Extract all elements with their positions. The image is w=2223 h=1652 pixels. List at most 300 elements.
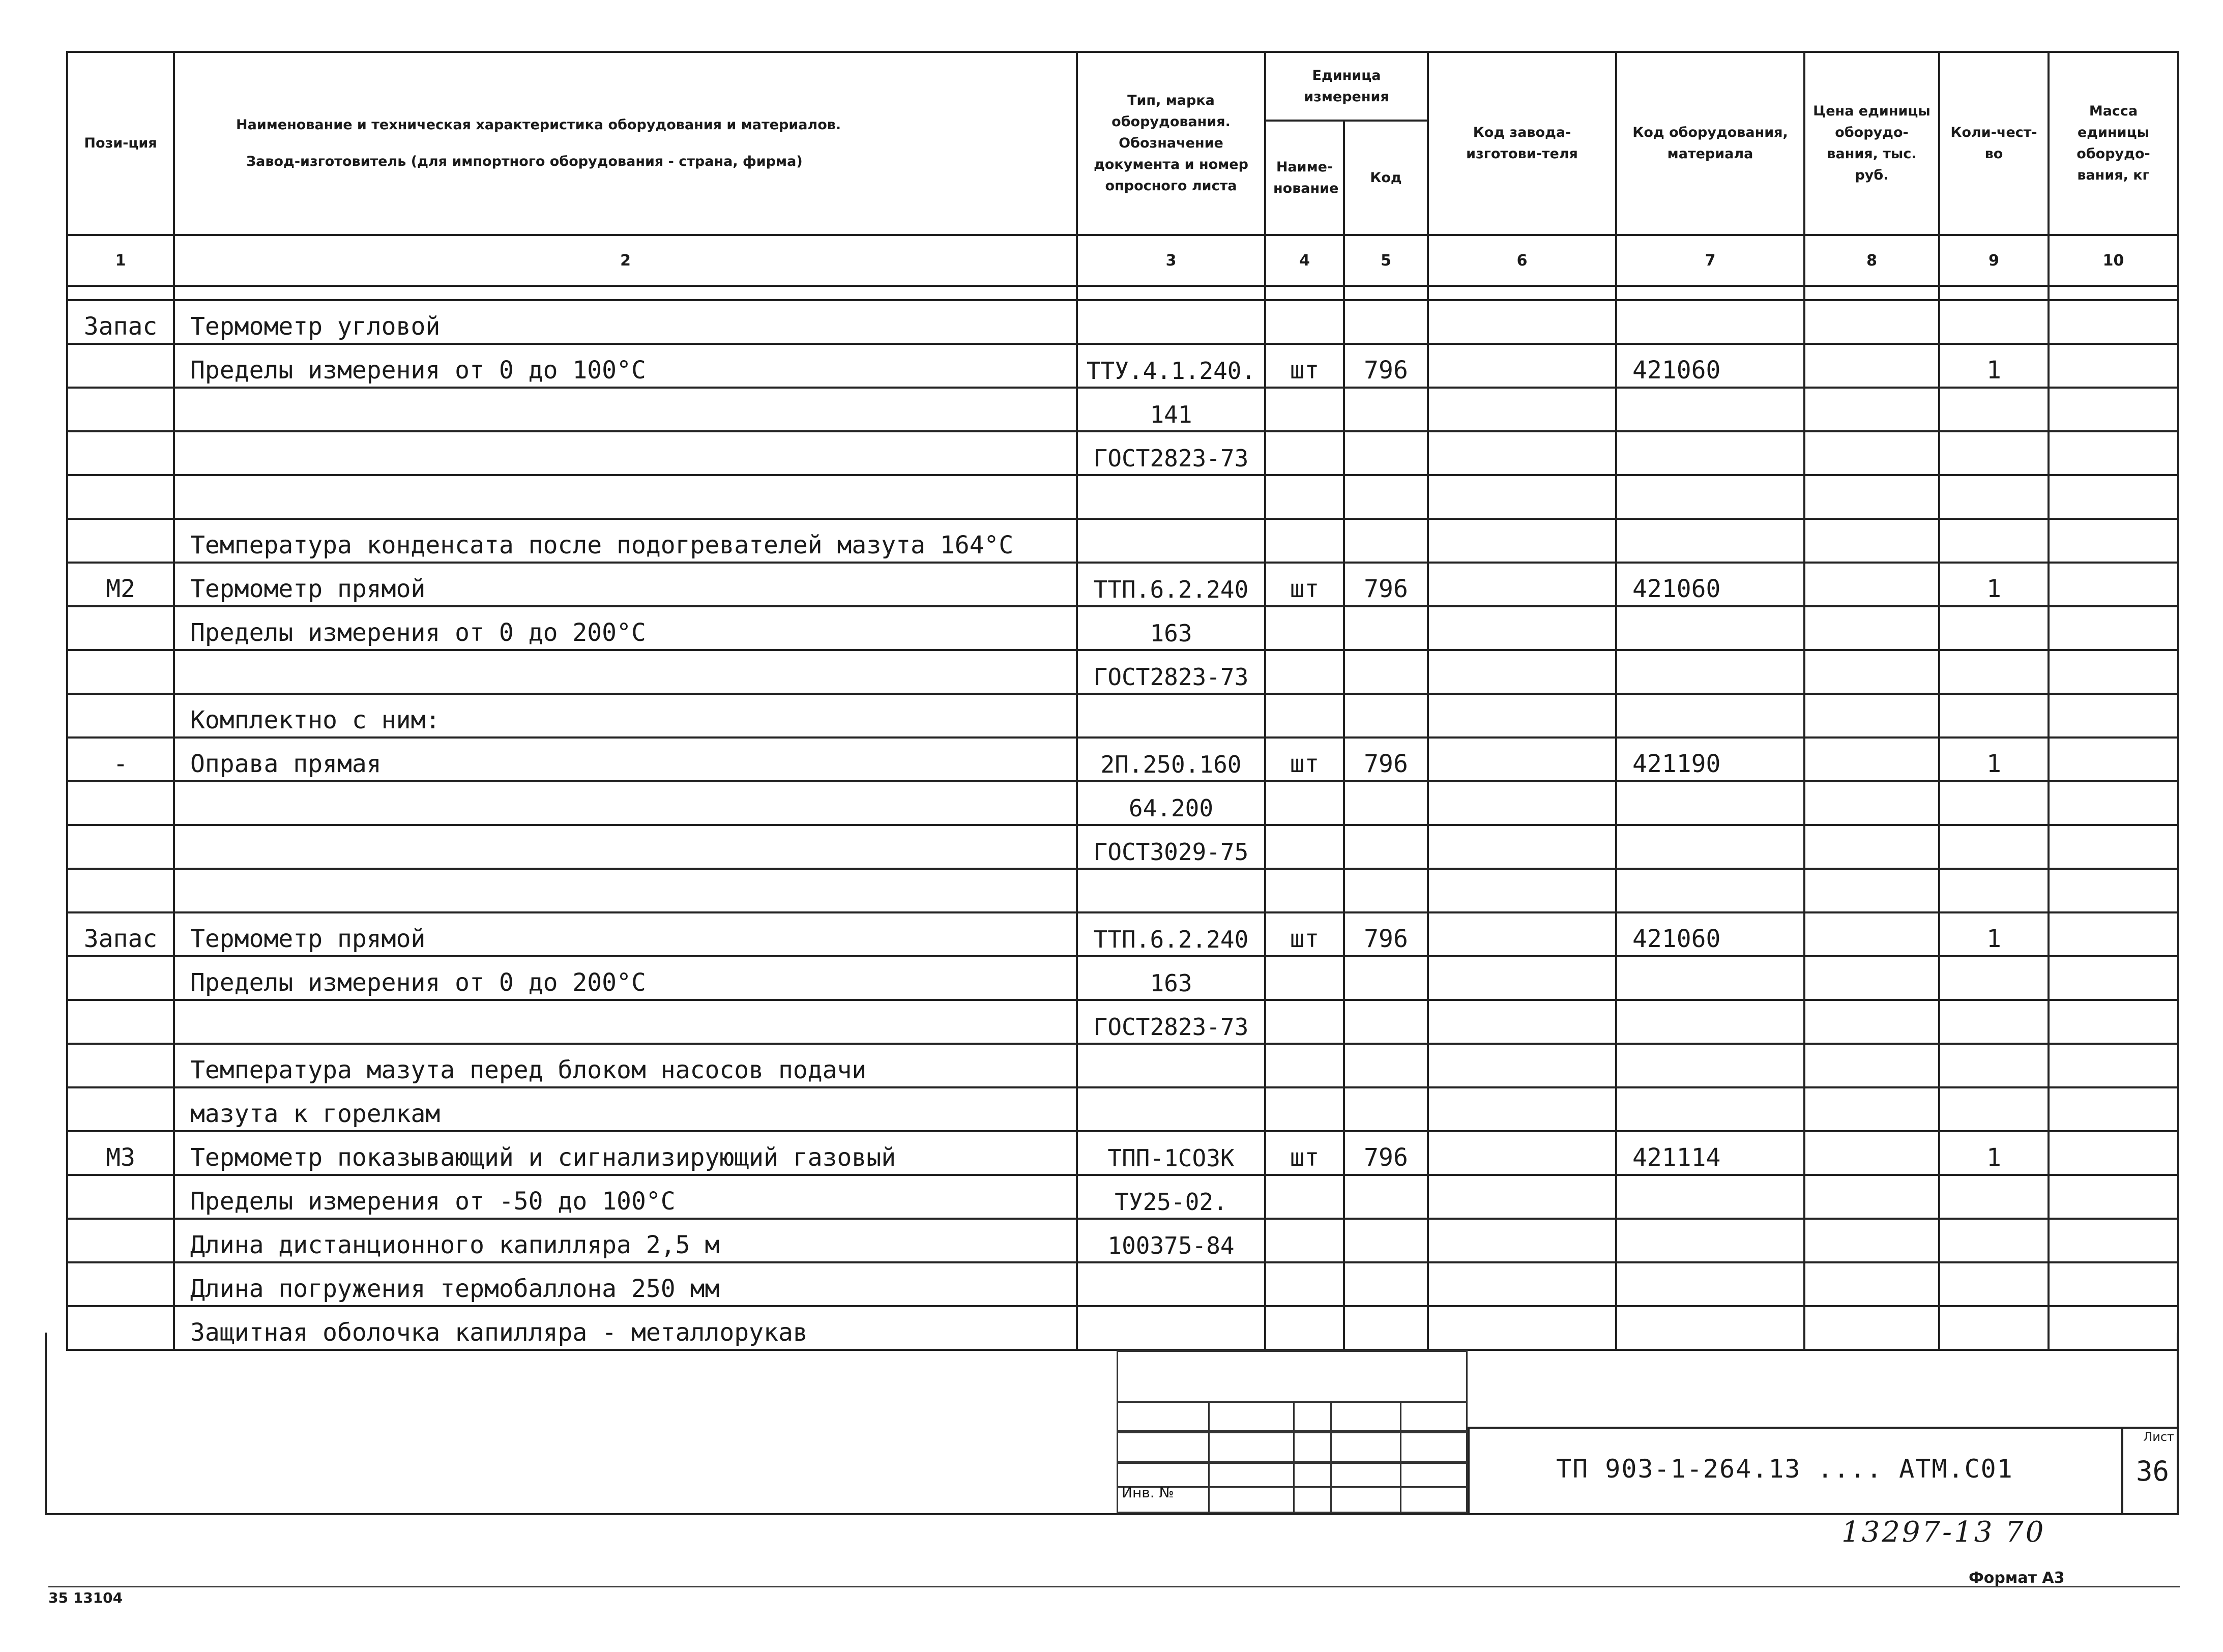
position-cell bbox=[67, 1306, 174, 1350]
maker-code-cell bbox=[1428, 1219, 1616, 1262]
mass-cell bbox=[2049, 1131, 2178, 1175]
header-unit-name: Наиме-нование bbox=[1265, 121, 1344, 235]
table-row bbox=[67, 1306, 2178, 1350]
material-code-cell bbox=[1616, 431, 1804, 475]
table-row bbox=[67, 869, 2178, 912]
unit-name-cell bbox=[1265, 869, 1344, 912]
type-cell bbox=[1077, 1262, 1265, 1306]
quantity-cell bbox=[1939, 1044, 2049, 1087]
mass-cell bbox=[2049, 1306, 2178, 1350]
maker-code-cell bbox=[1428, 1044, 1616, 1087]
table-row bbox=[67, 1219, 2178, 1262]
price-cell bbox=[1804, 1131, 1939, 1175]
position-cell bbox=[67, 344, 174, 388]
maker-code-cell bbox=[1428, 300, 1616, 344]
unit-name-cell bbox=[1265, 1087, 1344, 1131]
unit-code-cell bbox=[1344, 1262, 1428, 1306]
column-number: 7 bbox=[1616, 235, 1804, 286]
name-cell bbox=[174, 431, 1077, 475]
unit-name-cell: шт bbox=[1265, 738, 1344, 781]
mass-cell bbox=[2049, 1044, 2178, 1087]
name-cell: Пределы измерения от 0 до 200°С bbox=[174, 606, 1077, 650]
price-cell bbox=[1804, 563, 1939, 606]
material-code-cell bbox=[1616, 650, 1804, 694]
table-row bbox=[67, 431, 2178, 475]
header-position: Пози-ция bbox=[67, 52, 174, 235]
quantity-cell bbox=[1939, 869, 2049, 912]
maker-code-cell bbox=[1428, 1131, 1616, 1175]
type-cell bbox=[1077, 519, 1265, 563]
unit-name-cell bbox=[1265, 300, 1344, 344]
material-code-cell bbox=[1616, 1219, 1804, 1262]
position-cell: Запас bbox=[67, 912, 174, 956]
position-cell: М3 bbox=[67, 1131, 174, 1175]
spacer-row bbox=[67, 286, 2178, 300]
table-row bbox=[67, 1262, 2178, 1306]
type-cell bbox=[1077, 1044, 1265, 1087]
unit-code-cell bbox=[1344, 388, 1428, 431]
unit-code-cell bbox=[1344, 825, 1428, 869]
handwritten-number: 13297-13 70 bbox=[1841, 1516, 2046, 1549]
name-cell: мазута к горелкам bbox=[174, 1087, 1077, 1131]
maker-code-cell bbox=[1428, 781, 1616, 825]
price-cell bbox=[1804, 1087, 1939, 1131]
type-cell: 141 bbox=[1077, 388, 1265, 431]
type-cell: ГОСТ2823-73 bbox=[1077, 650, 1265, 694]
price-cell bbox=[1804, 869, 1939, 912]
mass-cell bbox=[2049, 1219, 2178, 1262]
unit-name-cell bbox=[1265, 519, 1344, 563]
price-cell bbox=[1804, 1000, 1939, 1044]
material-code-cell: 421060 bbox=[1616, 563, 1804, 606]
quantity-cell bbox=[1939, 1219, 2049, 1262]
unit-name-cell bbox=[1265, 694, 1344, 738]
maker-code-cell bbox=[1428, 388, 1616, 431]
name-cell bbox=[174, 781, 1077, 825]
column-number: 3 bbox=[1077, 235, 1265, 286]
type-cell bbox=[1077, 1087, 1265, 1131]
name-cell bbox=[174, 475, 1077, 519]
type-cell: ТТП.6.2.240 bbox=[1077, 563, 1265, 606]
header-unit-group: Единица измерения bbox=[1265, 52, 1428, 121]
sheet-box bbox=[2121, 1429, 2179, 1515]
unit-name-cell: шт bbox=[1265, 912, 1344, 956]
price-cell bbox=[1804, 825, 1939, 869]
frame-left-border bbox=[45, 1333, 47, 1514]
column-number: 8 bbox=[1804, 235, 1939, 286]
quantity-cell bbox=[1939, 300, 2049, 344]
quantity-cell: 1 bbox=[1939, 738, 2049, 781]
unit-name-cell bbox=[1265, 1000, 1344, 1044]
table-row bbox=[67, 519, 2178, 563]
price-cell bbox=[1804, 431, 1939, 475]
name-cell bbox=[174, 825, 1077, 869]
header-price: Цена единицы оборудо-вания, тыс. руб. bbox=[1804, 52, 1939, 235]
unit-code-cell: 796 bbox=[1344, 563, 1428, 606]
position-cell bbox=[67, 606, 174, 650]
maker-code-cell bbox=[1428, 825, 1616, 869]
price-cell bbox=[1804, 1306, 1939, 1350]
mass-cell bbox=[2049, 1175, 2178, 1219]
position-cell bbox=[67, 431, 174, 475]
header-mass: Масса единицы оборудо-вания, кг bbox=[2049, 52, 2178, 235]
unit-name-cell bbox=[1265, 606, 1344, 650]
table-row bbox=[67, 1087, 2178, 1131]
quantity-cell: 1 bbox=[1939, 912, 2049, 956]
quantity-cell bbox=[1939, 606, 2049, 650]
quantity-cell bbox=[1939, 956, 2049, 1000]
unit-code-cell bbox=[1344, 1306, 1428, 1350]
table-header bbox=[67, 52, 2178, 300]
header-name-line1: Наименование и техническая характеристика оборудования и материалов. bbox=[236, 117, 841, 133]
material-code-cell bbox=[1616, 956, 1804, 1000]
mass-cell bbox=[2049, 519, 2178, 563]
table-row bbox=[67, 650, 2178, 694]
stamp-number: 35 13104 bbox=[48, 1589, 123, 1606]
price-cell bbox=[1804, 519, 1939, 563]
name-cell: Оправа прямая bbox=[174, 738, 1077, 781]
name-cell: Пределы измерения от -50 до 100°С bbox=[174, 1175, 1077, 1219]
mass-cell bbox=[2049, 869, 2178, 912]
price-cell bbox=[1804, 1044, 1939, 1087]
maker-code-cell bbox=[1428, 344, 1616, 388]
name-cell: Термометр показывающий и сигнализирующий газовый bbox=[174, 1131, 1077, 1175]
maker-code-cell bbox=[1428, 1000, 1616, 1044]
unit-name-cell bbox=[1265, 475, 1344, 519]
mass-cell bbox=[2049, 738, 2178, 781]
type-cell: ГОСТ3029-75 bbox=[1077, 825, 1265, 869]
table-row bbox=[67, 738, 2178, 781]
maker-code-cell bbox=[1428, 606, 1616, 650]
position-cell bbox=[67, 1219, 174, 1262]
unit-code-cell bbox=[1344, 694, 1428, 738]
price-cell bbox=[1804, 738, 1939, 781]
material-code-cell bbox=[1616, 300, 1804, 344]
header-unit-code: Код bbox=[1344, 121, 1428, 235]
material-code-cell bbox=[1616, 519, 1804, 563]
maker-code-cell bbox=[1428, 650, 1616, 694]
table-row bbox=[67, 956, 2178, 1000]
quantity-cell bbox=[1939, 475, 2049, 519]
position-cell bbox=[67, 1175, 174, 1219]
price-cell bbox=[1804, 300, 1939, 344]
position-cell bbox=[67, 869, 174, 912]
material-code-cell: 421060 bbox=[1616, 912, 1804, 956]
table-row bbox=[67, 1175, 2178, 1219]
position-cell bbox=[67, 1262, 174, 1306]
column-number: 9 bbox=[1939, 235, 2049, 286]
type-cell bbox=[1077, 300, 1265, 344]
material-code-cell bbox=[1616, 694, 1804, 738]
name-cell bbox=[174, 388, 1077, 431]
quantity-cell bbox=[1939, 1087, 2049, 1131]
unit-name-cell: шт bbox=[1265, 344, 1344, 388]
header-maker-code: Код завода-изготови-теля bbox=[1428, 52, 1616, 235]
mass-cell bbox=[2049, 694, 2178, 738]
material-code-cell: 421060 bbox=[1616, 344, 1804, 388]
table-row bbox=[67, 388, 2178, 431]
header-material-code: Код оборудования, материала bbox=[1616, 52, 1804, 235]
table-row bbox=[67, 912, 2178, 956]
name-cell: Температура конденсата после подогревателей мазута 164°С bbox=[174, 519, 1077, 563]
maker-code-cell bbox=[1428, 869, 1616, 912]
column-number: 2 bbox=[174, 235, 1077, 286]
type-cell bbox=[1077, 694, 1265, 738]
unit-code-cell bbox=[1344, 869, 1428, 912]
type-cell: 64.200 bbox=[1077, 781, 1265, 825]
unit-code-cell bbox=[1344, 475, 1428, 519]
unit-code-cell bbox=[1344, 1000, 1428, 1044]
unit-code-cell: 796 bbox=[1344, 344, 1428, 388]
maker-code-cell bbox=[1428, 519, 1616, 563]
unit-name-cell bbox=[1265, 1175, 1344, 1219]
unit-code-cell bbox=[1344, 431, 1428, 475]
unit-code-cell bbox=[1344, 519, 1428, 563]
name-cell: Термометр угловой bbox=[174, 300, 1077, 344]
mass-cell bbox=[2049, 344, 2178, 388]
material-code-cell bbox=[1616, 825, 1804, 869]
unit-name-cell bbox=[1265, 388, 1344, 431]
quantity-cell: 1 bbox=[1939, 563, 2049, 606]
mass-cell bbox=[2049, 1262, 2178, 1306]
quantity-cell bbox=[1939, 781, 2049, 825]
table-row bbox=[67, 1044, 2178, 1087]
header-name bbox=[174, 52, 1077, 235]
mass-cell bbox=[2049, 781, 2178, 825]
column-number: 1 bbox=[67, 235, 174, 286]
unit-code-cell bbox=[1344, 1219, 1428, 1262]
price-cell bbox=[1804, 956, 1939, 1000]
material-code-cell bbox=[1616, 1306, 1804, 1350]
maker-code-cell bbox=[1428, 1262, 1616, 1306]
price-cell bbox=[1804, 1175, 1939, 1219]
name-cell: Длина погружения термобаллона 250 мм bbox=[174, 1262, 1077, 1306]
price-cell bbox=[1804, 388, 1939, 431]
title-block bbox=[1468, 1427, 2179, 1515]
quantity-cell bbox=[1939, 825, 2049, 869]
type-cell bbox=[1077, 1306, 1265, 1350]
type-cell bbox=[1077, 869, 1265, 912]
unit-name-cell bbox=[1265, 956, 1344, 1000]
type-cell: 2П.250.160 bbox=[1077, 738, 1265, 781]
type-cell: ТТП.6.2.240 bbox=[1077, 912, 1265, 956]
position-cell bbox=[67, 781, 174, 825]
position-cell bbox=[67, 475, 174, 519]
name-cell bbox=[174, 1000, 1077, 1044]
material-code-cell bbox=[1616, 388, 1804, 431]
type-cell bbox=[1077, 475, 1265, 519]
sheet-number: 36 bbox=[2136, 1455, 2169, 1487]
unit-code-cell bbox=[1344, 650, 1428, 694]
unit-code-cell: 796 bbox=[1344, 912, 1428, 956]
maker-code-cell bbox=[1428, 475, 1616, 519]
unit-code-cell bbox=[1344, 1044, 1428, 1087]
unit-code-cell: 796 bbox=[1344, 738, 1428, 781]
position-cell bbox=[67, 1087, 174, 1131]
price-cell bbox=[1804, 694, 1939, 738]
quantity-cell bbox=[1939, 1175, 2049, 1219]
quantity-cell: 1 bbox=[1939, 344, 2049, 388]
position-cell bbox=[67, 650, 174, 694]
unit-name-cell bbox=[1265, 825, 1344, 869]
type-cell: 163 bbox=[1077, 606, 1265, 650]
name-cell: Термометр прямой bbox=[174, 912, 1077, 956]
mass-cell bbox=[2049, 650, 2178, 694]
material-code-cell bbox=[1616, 1175, 1804, 1219]
maker-code-cell bbox=[1428, 1306, 1616, 1350]
type-cell: ГОСТ2823-73 bbox=[1077, 431, 1265, 475]
column-number: 6 bbox=[1428, 235, 1616, 286]
name-cell: Пределы измерения от 0 до 200°С bbox=[174, 956, 1077, 1000]
position-cell bbox=[67, 825, 174, 869]
material-code-cell bbox=[1616, 1044, 1804, 1087]
mass-cell bbox=[2049, 1087, 2178, 1131]
material-code-cell: 421190 bbox=[1616, 738, 1804, 781]
mass-cell bbox=[2049, 563, 2178, 606]
unit-name-cell bbox=[1265, 431, 1344, 475]
position-cell bbox=[67, 1044, 174, 1087]
quantity-cell bbox=[1939, 388, 2049, 431]
maker-code-cell bbox=[1428, 912, 1616, 956]
unit-name-cell bbox=[1265, 1044, 1344, 1087]
type-cell: 163 bbox=[1077, 956, 1265, 1000]
inventory-label: Инв. № bbox=[1122, 1484, 1174, 1501]
name-cell: Термометр прямой bbox=[174, 563, 1077, 606]
unit-code-cell: 796 bbox=[1344, 1131, 1428, 1175]
quantity-cell bbox=[1939, 1000, 2049, 1044]
type-cell: ГОСТ2823-73 bbox=[1077, 1000, 1265, 1044]
mass-cell bbox=[2049, 606, 2178, 650]
sheet-label: Лист bbox=[2143, 1430, 2174, 1444]
quantity-cell: 1 bbox=[1939, 1131, 2049, 1175]
position-cell: М2 bbox=[67, 563, 174, 606]
material-code-cell bbox=[1616, 781, 1804, 825]
position-cell bbox=[67, 519, 174, 563]
price-cell bbox=[1804, 650, 1939, 694]
price-cell bbox=[1804, 344, 1939, 388]
price-cell bbox=[1804, 912, 1939, 956]
position-cell: - bbox=[67, 738, 174, 781]
material-code-cell bbox=[1616, 869, 1804, 912]
mass-cell bbox=[2049, 1000, 2178, 1044]
specification-table bbox=[66, 51, 2179, 1351]
unit-code-cell bbox=[1344, 956, 1428, 1000]
type-cell: ТТУ.4.1.240. bbox=[1077, 344, 1265, 388]
unit-name-cell bbox=[1265, 1262, 1344, 1306]
unit-code-cell bbox=[1344, 781, 1428, 825]
table-row bbox=[67, 475, 2178, 519]
table-body bbox=[67, 300, 2178, 1350]
unit-name-cell bbox=[1265, 1219, 1344, 1262]
quantity-cell bbox=[1939, 519, 2049, 563]
document-code: ТП 903-1-264.13 .... АТМ.С01 bbox=[1556, 1454, 2013, 1484]
name-cell: Пределы измерения от 0 до 100°С bbox=[174, 344, 1077, 388]
material-code-cell bbox=[1616, 1262, 1804, 1306]
material-code-cell bbox=[1616, 1000, 1804, 1044]
maker-code-cell bbox=[1428, 563, 1616, 606]
material-code-cell: 421114 bbox=[1616, 1131, 1804, 1175]
unit-name-cell bbox=[1265, 650, 1344, 694]
unit-name-cell: шт bbox=[1265, 563, 1344, 606]
table-row bbox=[67, 606, 2178, 650]
price-cell bbox=[1804, 1219, 1939, 1262]
quantity-cell bbox=[1939, 694, 2049, 738]
quantity-cell bbox=[1939, 1306, 2049, 1350]
column-number: 10 bbox=[2049, 235, 2178, 286]
name-cell: Температура мазута перед блоком насосов подачи bbox=[174, 1044, 1077, 1087]
unit-name-cell: шт bbox=[1265, 1131, 1344, 1175]
price-cell bbox=[1804, 475, 1939, 519]
type-cell: ТПП-1СО3К bbox=[1077, 1131, 1265, 1175]
material-code-cell bbox=[1616, 1087, 1804, 1131]
material-code-cell bbox=[1616, 606, 1804, 650]
header-name-line2: Завод-изготовитель (для импортного оборудования - страна, фирма) bbox=[246, 154, 803, 169]
mass-cell bbox=[2049, 912, 2178, 956]
name-cell: Комплектно с ним: bbox=[174, 694, 1077, 738]
unit-code-cell bbox=[1344, 300, 1428, 344]
maker-code-cell bbox=[1428, 956, 1616, 1000]
table-row bbox=[67, 1131, 2178, 1175]
quantity-cell bbox=[1939, 431, 2049, 475]
table-row bbox=[67, 1000, 2178, 1044]
maker-code-cell bbox=[1428, 1087, 1616, 1131]
mass-cell bbox=[2049, 475, 2178, 519]
table-row bbox=[67, 694, 2178, 738]
type-cell: ТУ25-02. bbox=[1077, 1175, 1265, 1219]
unit-code-cell bbox=[1344, 1175, 1428, 1219]
unit-code-cell bbox=[1344, 1087, 1428, 1131]
quantity-cell bbox=[1939, 650, 2049, 694]
maker-code-cell bbox=[1428, 738, 1616, 781]
table-row bbox=[67, 563, 2178, 606]
column-number: 5 bbox=[1344, 235, 1428, 286]
mass-cell bbox=[2049, 431, 2178, 475]
maker-code-cell bbox=[1428, 694, 1616, 738]
unit-code-cell bbox=[1344, 606, 1428, 650]
header-type: Тип, марка оборудования. Обозначение документа и номер опросного листа bbox=[1077, 52, 1265, 235]
quantity-cell bbox=[1939, 1262, 2049, 1306]
price-cell bbox=[1804, 1262, 1939, 1306]
position-cell bbox=[67, 956, 174, 1000]
mass-cell bbox=[2049, 388, 2178, 431]
mass-cell bbox=[2049, 825, 2178, 869]
bottom-rule bbox=[48, 1586, 2180, 1587]
table-row bbox=[67, 781, 2178, 825]
column-number: 4 bbox=[1265, 235, 1344, 286]
name-cell bbox=[174, 650, 1077, 694]
position-cell bbox=[67, 388, 174, 431]
position-cell bbox=[67, 1000, 174, 1044]
type-cell: 100375-84 bbox=[1077, 1219, 1265, 1262]
maker-code-cell bbox=[1428, 431, 1616, 475]
mass-cell bbox=[2049, 300, 2178, 344]
table-row bbox=[67, 825, 2178, 869]
mass-cell bbox=[2049, 956, 2178, 1000]
price-cell bbox=[1804, 606, 1939, 650]
unit-name-cell bbox=[1265, 781, 1344, 825]
column-number-row bbox=[67, 235, 2178, 286]
price-cell bbox=[1804, 781, 1939, 825]
material-code-cell bbox=[1616, 475, 1804, 519]
position-cell bbox=[67, 694, 174, 738]
table-row bbox=[67, 344, 2178, 388]
format-label: Формат А3 bbox=[1969, 1569, 2065, 1587]
name-cell: Защитная оболочка капилляра - металлорукав bbox=[174, 1306, 1077, 1350]
table-row bbox=[67, 300, 2178, 344]
name-cell bbox=[174, 869, 1077, 912]
maker-code-cell bbox=[1428, 1175, 1616, 1219]
header-quantity: Коли-чест-во bbox=[1939, 52, 2049, 235]
